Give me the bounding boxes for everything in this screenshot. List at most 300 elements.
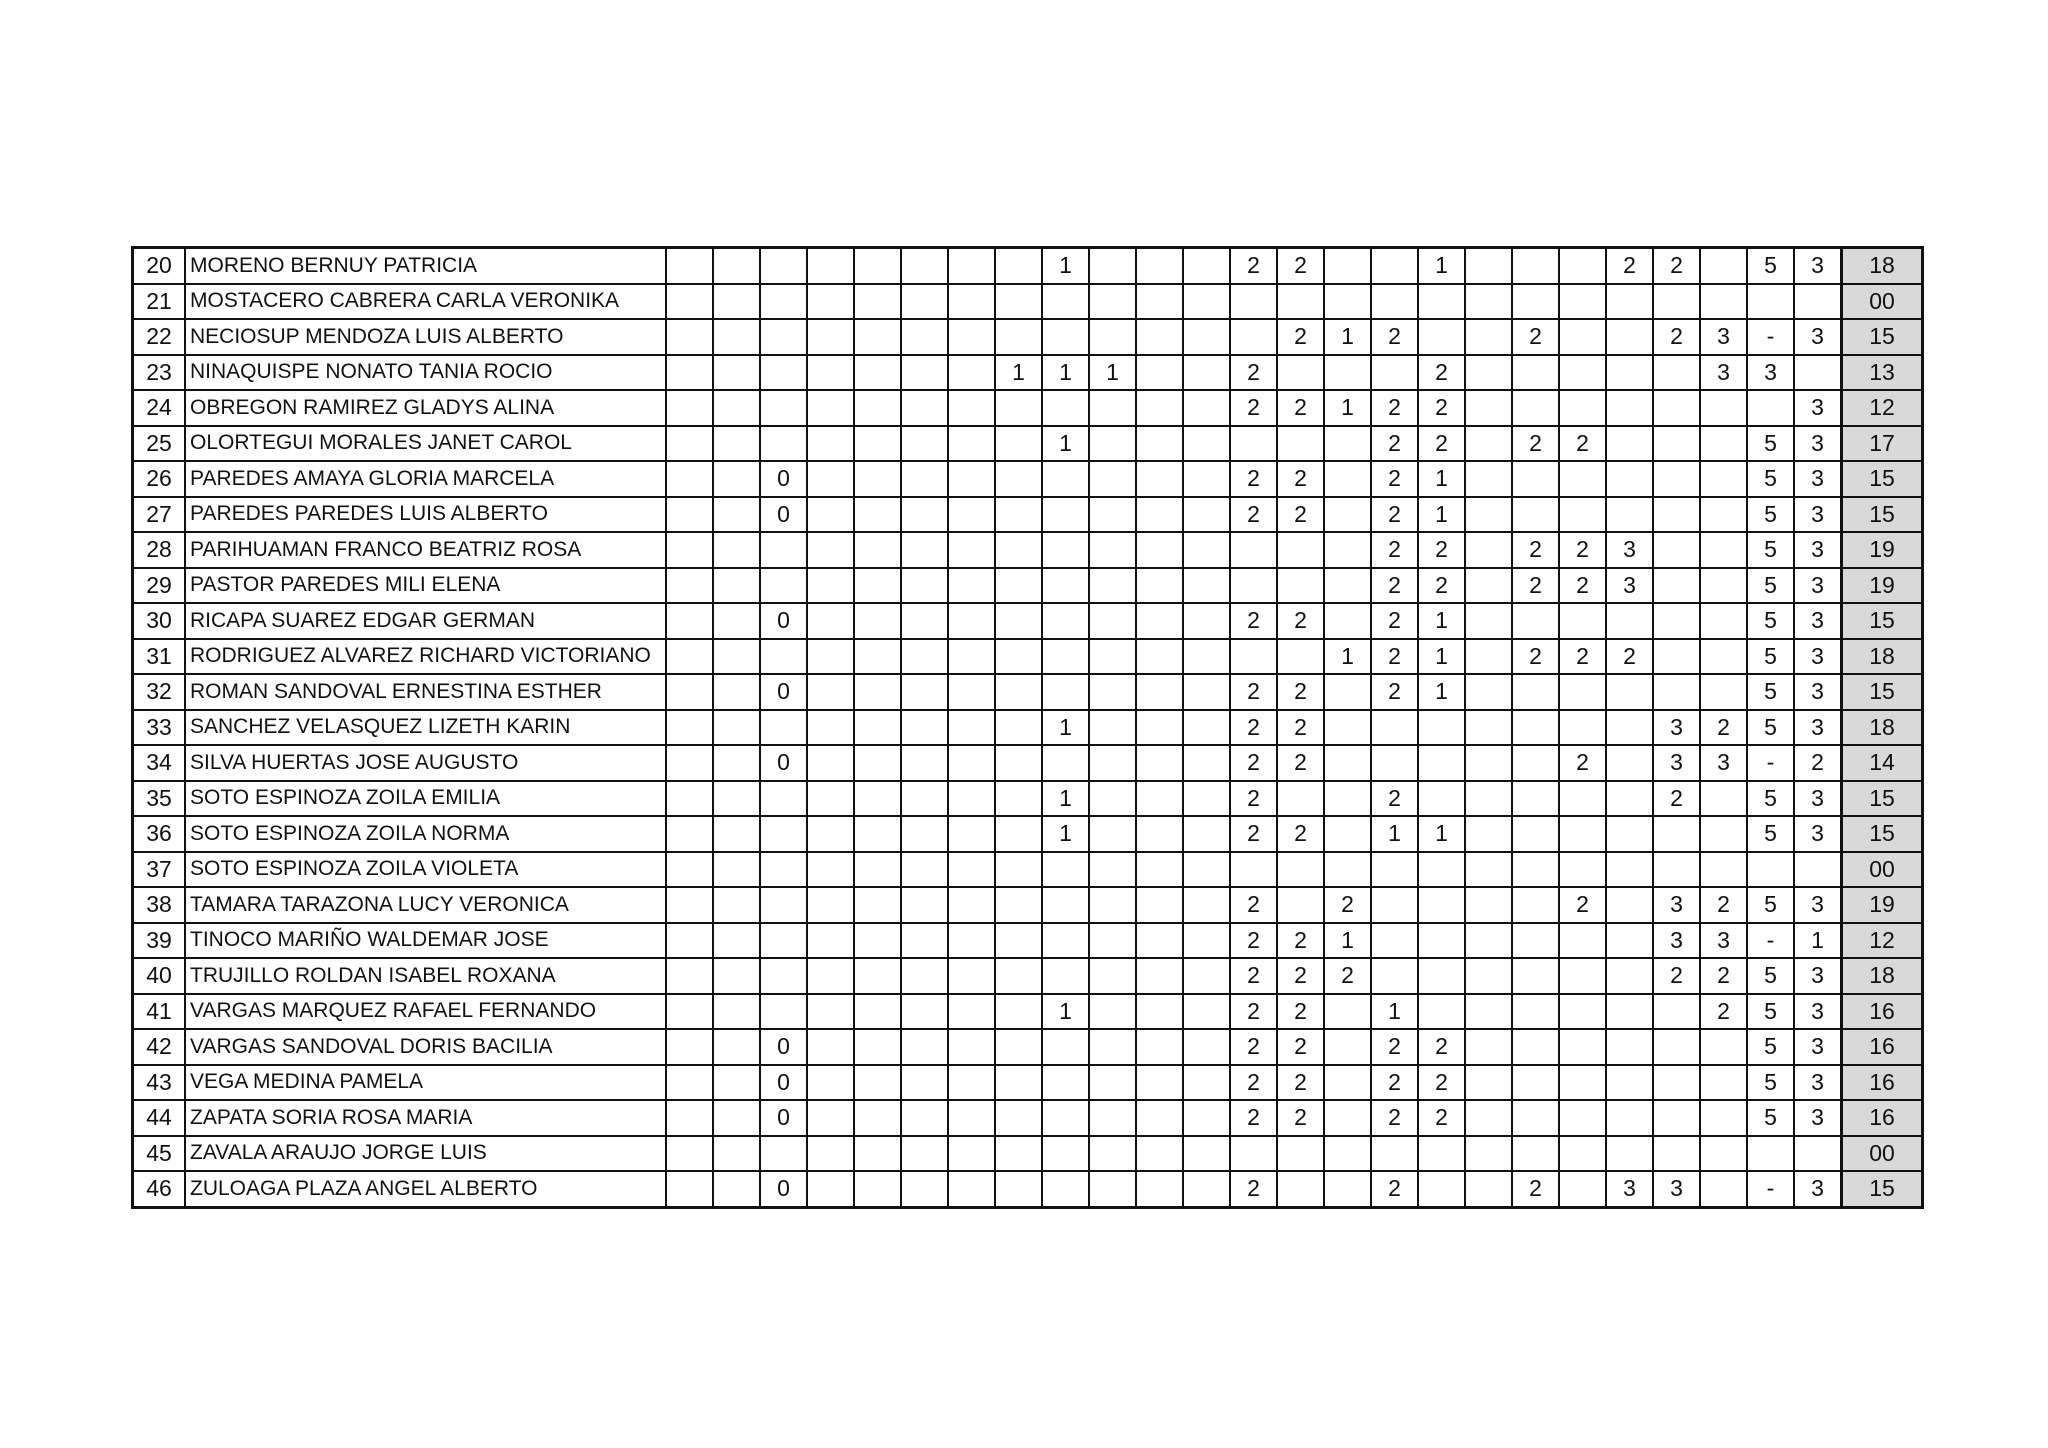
score-cell [854, 816, 901, 852]
student-name-cell: MOSTACERO CABRERA CARLA VERONIKA [185, 284, 666, 320]
score-cell [948, 887, 995, 923]
score-cell: 2 [1230, 1065, 1277, 1101]
score-cell [1183, 710, 1230, 746]
score-cell: 3 [1606, 532, 1653, 568]
score-cell: 2 [1230, 781, 1277, 817]
total-cell: 16 [1842, 1029, 1923, 1065]
score-cell [901, 1029, 948, 1065]
score-cell: 1 [1042, 710, 1089, 746]
total-cell: 00 [1842, 1136, 1923, 1172]
score-cell [760, 568, 807, 604]
score-cell [1183, 248, 1230, 284]
row-number-cell: 37 [133, 852, 186, 888]
score-cell [666, 355, 713, 391]
score-cell: 5 [1747, 674, 1794, 710]
score-cell [1465, 497, 1512, 533]
score-cell: 2 [1418, 355, 1465, 391]
score-cell [901, 426, 948, 462]
student-name-cell: TAMARA TARAZONA LUCY VERONICA [185, 887, 666, 923]
score-cell [1042, 887, 1089, 923]
score-cell: 3 [1606, 1171, 1653, 1207]
score-cell: 2 [1277, 319, 1324, 355]
score-cell [760, 710, 807, 746]
score-cell [995, 390, 1042, 426]
score-cell: 0 [760, 1029, 807, 1065]
row-number-cell: 42 [133, 1029, 186, 1065]
score-cell: 0 [760, 461, 807, 497]
score-cell [1136, 461, 1183, 497]
score-cell: 1 [1794, 923, 1842, 959]
score-cell [807, 923, 854, 959]
score-cell [995, 745, 1042, 781]
score-cell: 1 [1418, 248, 1465, 284]
score-cell [666, 284, 713, 320]
total-cell: 18 [1842, 710, 1923, 746]
score-cell [1136, 1136, 1183, 1172]
student-name-cell: ROMAN SANDOVAL ERNESTINA ESTHER [185, 674, 666, 710]
score-cell: 2 [1794, 745, 1842, 781]
score-cell: 2 [1418, 390, 1465, 426]
score-cell [901, 958, 948, 994]
score-cell [948, 603, 995, 639]
score-cell [1465, 958, 1512, 994]
total-cell: 15 [1842, 319, 1923, 355]
score-cell: 2 [1230, 461, 1277, 497]
score-cell: 5 [1747, 1029, 1794, 1065]
score-cell [1700, 497, 1747, 533]
score-cell [995, 319, 1042, 355]
score-cell [1512, 497, 1559, 533]
score-cell [901, 781, 948, 817]
score-cell [713, 532, 760, 568]
score-cell [1136, 1029, 1183, 1065]
score-cell [666, 497, 713, 533]
table-row [133, 532, 1923, 568]
score-cell [1089, 426, 1136, 462]
row-number-cell: 21 [133, 284, 186, 320]
score-cell [1653, 497, 1700, 533]
score-cell [1465, 710, 1512, 746]
score-cell: 3 [1653, 710, 1700, 746]
grades-table [131, 246, 1924, 1209]
score-cell [1183, 1065, 1230, 1101]
total-cell: 16 [1842, 994, 1923, 1030]
score-cell [1042, 1065, 1089, 1101]
table-row [133, 319, 1923, 355]
score-cell: 3 [1794, 603, 1842, 639]
score-cell [854, 674, 901, 710]
score-cell [995, 1065, 1042, 1101]
score-cell [854, 1065, 901, 1101]
score-cell [1606, 852, 1653, 888]
score-cell [1277, 284, 1324, 320]
score-cell: 0 [760, 745, 807, 781]
score-cell [1230, 639, 1277, 675]
score-cell [854, 319, 901, 355]
score-cell [995, 568, 1042, 604]
score-cell [1324, 1065, 1371, 1101]
score-cell [1653, 1100, 1700, 1136]
score-cell [901, 461, 948, 497]
score-cell: 2 [1230, 958, 1277, 994]
score-cell [666, 532, 713, 568]
score-cell [1136, 710, 1183, 746]
score-cell: 5 [1747, 710, 1794, 746]
row-number-cell: 45 [133, 1136, 186, 1172]
score-cell: 3 [1794, 994, 1842, 1030]
total-cell: 15 [1842, 1171, 1923, 1207]
score-cell [854, 994, 901, 1030]
score-cell [807, 319, 854, 355]
score-cell [760, 958, 807, 994]
score-cell [1465, 532, 1512, 568]
score-cell: 2 [1559, 745, 1606, 781]
score-cell [1700, 1100, 1747, 1136]
score-cell [1747, 284, 1794, 320]
score-cell [1089, 745, 1136, 781]
score-cell: - [1747, 319, 1794, 355]
score-cell [807, 639, 854, 675]
score-cell [1136, 994, 1183, 1030]
score-cell: 2 [1418, 568, 1465, 604]
student-name-cell: PARIHUAMAN FRANCO BEATRIZ ROSA [185, 532, 666, 568]
score-cell [1324, 284, 1371, 320]
score-cell [1700, 284, 1747, 320]
score-cell [713, 1065, 760, 1101]
score-cell [854, 1100, 901, 1136]
score-cell [666, 852, 713, 888]
score-cell [854, 710, 901, 746]
score-cell [1465, 603, 1512, 639]
score-cell [713, 1029, 760, 1065]
score-cell [948, 1100, 995, 1136]
score-cell [666, 1029, 713, 1065]
score-cell [1371, 923, 1418, 959]
score-cell [1136, 426, 1183, 462]
score-cell [1418, 1136, 1465, 1172]
score-cell [901, 816, 948, 852]
score-cell: 2 [1418, 1065, 1465, 1101]
score-cell [1089, 958, 1136, 994]
score-cell [995, 461, 1042, 497]
score-cell [713, 319, 760, 355]
score-cell [1700, 639, 1747, 675]
score-cell [1559, 461, 1606, 497]
score-cell [1653, 568, 1700, 604]
student-name-cell: TRUJILLO ROLDAN ISABEL ROXANA [185, 958, 666, 994]
score-cell [1653, 994, 1700, 1030]
score-cell: 0 [760, 497, 807, 533]
score-cell: 0 [760, 1065, 807, 1101]
total-cell: 18 [1842, 248, 1923, 284]
score-cell [1089, 248, 1136, 284]
score-cell [1606, 710, 1653, 746]
score-cell [1794, 284, 1842, 320]
score-cell [1136, 1065, 1183, 1101]
score-cell [1606, 816, 1653, 852]
total-cell: 15 [1842, 781, 1923, 817]
row-number-cell: 40 [133, 958, 186, 994]
score-cell: 3 [1794, 497, 1842, 533]
score-cell [948, 1136, 995, 1172]
table-row [133, 958, 1923, 994]
score-cell [1324, 816, 1371, 852]
score-cell [948, 994, 995, 1030]
score-cell [713, 248, 760, 284]
score-cell [807, 497, 854, 533]
table-row [133, 355, 1923, 391]
score-cell [901, 355, 948, 391]
score-cell [713, 958, 760, 994]
score-cell [1653, 532, 1700, 568]
score-cell [995, 1029, 1042, 1065]
score-cell [1183, 497, 1230, 533]
score-cell [1089, 568, 1136, 604]
score-cell [948, 710, 995, 746]
score-cell [1042, 603, 1089, 639]
student-name-cell: ZAVALA ARAUJO JORGE LUIS [185, 1136, 666, 1172]
score-cell: 2 [1277, 1065, 1324, 1101]
score-cell [854, 603, 901, 639]
score-cell [995, 532, 1042, 568]
score-cell [666, 710, 713, 746]
score-cell: 1 [1371, 994, 1418, 1030]
table-row [133, 248, 1923, 284]
row-number-cell: 25 [133, 426, 186, 462]
score-cell: 2 [1230, 745, 1277, 781]
score-cell [1183, 426, 1230, 462]
score-cell: 3 [1794, 674, 1842, 710]
score-cell [948, 497, 995, 533]
table-row [133, 497, 1923, 533]
score-cell: 2 [1418, 1100, 1465, 1136]
score-cell [1700, 852, 1747, 888]
score-cell [1700, 1136, 1747, 1172]
score-cell [1183, 923, 1230, 959]
table-row [133, 852, 1923, 888]
score-cell [1089, 319, 1136, 355]
score-cell [854, 958, 901, 994]
score-cell: 2 [1418, 426, 1465, 462]
score-cell [1183, 319, 1230, 355]
score-cell [948, 426, 995, 462]
score-cell [1700, 426, 1747, 462]
score-cell: 2 [1230, 923, 1277, 959]
score-cell [1136, 639, 1183, 675]
score-cell [713, 923, 760, 959]
score-cell [901, 532, 948, 568]
score-cell: 2 [1418, 532, 1465, 568]
score-cell [1230, 568, 1277, 604]
score-cell [1230, 426, 1277, 462]
score-cell: 1 [1324, 390, 1371, 426]
score-cell: 2 [1559, 426, 1606, 462]
score-cell [666, 603, 713, 639]
score-cell: 2 [1277, 461, 1324, 497]
score-cell [1042, 461, 1089, 497]
score-cell [1512, 852, 1559, 888]
score-cell [1512, 781, 1559, 817]
score-cell [807, 710, 854, 746]
score-cell [760, 319, 807, 355]
score-cell [1324, 461, 1371, 497]
score-cell [995, 1100, 1042, 1136]
score-cell [713, 1100, 760, 1136]
score-cell [948, 639, 995, 675]
score-cell: 5 [1747, 532, 1794, 568]
score-cell [760, 532, 807, 568]
score-cell: 2 [1559, 568, 1606, 604]
score-cell: 1 [1324, 923, 1371, 959]
score-cell [666, 674, 713, 710]
score-cell [1512, 710, 1559, 746]
score-cell: 2 [1700, 958, 1747, 994]
score-cell: 3 [1794, 1171, 1842, 1207]
table-row [133, 603, 1923, 639]
score-cell: 1 [1042, 816, 1089, 852]
student-name-cell: VARGAS SANDOVAL DORIS BACILIA [185, 1029, 666, 1065]
score-cell [901, 1171, 948, 1207]
score-cell [1324, 1100, 1371, 1136]
score-cell [1371, 887, 1418, 923]
score-cell [854, 1029, 901, 1065]
score-cell: 2 [1324, 887, 1371, 923]
score-cell [1136, 532, 1183, 568]
score-cell [1042, 674, 1089, 710]
score-cell: 3 [1794, 1029, 1842, 1065]
grades-table-body [133, 248, 1923, 1208]
total-cell: 00 [1842, 852, 1923, 888]
score-cell [1465, 639, 1512, 675]
score-cell [1700, 816, 1747, 852]
score-cell [713, 284, 760, 320]
score-cell [1089, 781, 1136, 817]
score-cell [1559, 816, 1606, 852]
score-cell [760, 390, 807, 426]
score-cell [1042, 532, 1089, 568]
score-cell [666, 958, 713, 994]
total-cell: 13 [1842, 355, 1923, 391]
score-cell [1512, 816, 1559, 852]
score-cell [948, 1171, 995, 1207]
score-cell [1183, 674, 1230, 710]
score-cell [1653, 1065, 1700, 1101]
score-cell [1183, 852, 1230, 888]
score-cell: 3 [1794, 568, 1842, 604]
score-cell [1606, 284, 1653, 320]
score-cell [1747, 852, 1794, 888]
score-cell: 1 [1418, 639, 1465, 675]
score-cell: 2 [1277, 958, 1324, 994]
score-cell [948, 390, 995, 426]
score-cell: - [1747, 923, 1794, 959]
row-number-cell: 23 [133, 355, 186, 391]
score-cell [1512, 390, 1559, 426]
score-cell [807, 1029, 854, 1065]
score-cell [713, 781, 760, 817]
student-name-cell: OBREGON RAMIREZ GLADYS ALINA [185, 390, 666, 426]
score-cell [1230, 319, 1277, 355]
score-cell [995, 710, 1042, 746]
total-cell: 14 [1842, 745, 1923, 781]
score-cell [760, 639, 807, 675]
score-cell [1042, 1029, 1089, 1065]
total-cell: 16 [1842, 1100, 1923, 1136]
score-cell [1089, 390, 1136, 426]
total-cell: 19 [1842, 532, 1923, 568]
score-cell [1371, 745, 1418, 781]
score-cell: 3 [1700, 355, 1747, 391]
score-cell: 2 [1700, 994, 1747, 1030]
score-cell: 2 [1277, 923, 1324, 959]
score-cell [1700, 390, 1747, 426]
score-cell: 2 [1512, 1171, 1559, 1207]
total-cell: 12 [1842, 390, 1923, 426]
score-cell: 2 [1230, 887, 1277, 923]
row-number-cell: 39 [133, 923, 186, 959]
score-cell [1183, 568, 1230, 604]
score-cell [1465, 319, 1512, 355]
table-row [133, 745, 1923, 781]
score-cell [1183, 461, 1230, 497]
total-cell: 18 [1842, 639, 1923, 675]
score-cell: 3 [1700, 923, 1747, 959]
score-cell [854, 639, 901, 675]
score-cell [948, 355, 995, 391]
score-cell: 1 [1324, 639, 1371, 675]
score-cell [1465, 923, 1512, 959]
score-cell [1465, 1171, 1512, 1207]
score-cell [807, 887, 854, 923]
score-cell [1653, 461, 1700, 497]
score-cell [1371, 852, 1418, 888]
score-cell [901, 248, 948, 284]
score-cell [1794, 1136, 1842, 1172]
score-cell [760, 284, 807, 320]
score-cell: 1 [1042, 426, 1089, 462]
score-cell [1700, 461, 1747, 497]
score-cell [1512, 248, 1559, 284]
score-cell [760, 887, 807, 923]
score-cell: 2 [1606, 639, 1653, 675]
score-cell [1042, 639, 1089, 675]
score-cell [1653, 603, 1700, 639]
score-cell [1559, 248, 1606, 284]
score-cell [1089, 923, 1136, 959]
score-cell [901, 639, 948, 675]
table-row [133, 816, 1923, 852]
score-cell: 5 [1747, 781, 1794, 817]
score-cell [1324, 426, 1371, 462]
student-name-cell: VARGAS MARQUEZ RAFAEL FERNANDO [185, 994, 666, 1030]
score-cell: 2 [1700, 887, 1747, 923]
score-cell [995, 639, 1042, 675]
score-cell [854, 1171, 901, 1207]
score-cell [807, 816, 854, 852]
table-row [133, 461, 1923, 497]
score-cell: 5 [1747, 426, 1794, 462]
student-name-cell: SOTO ESPINOZA ZOILA EMILIA [185, 781, 666, 817]
score-cell [901, 852, 948, 888]
score-cell [1512, 994, 1559, 1030]
score-cell [1324, 248, 1371, 284]
score-cell [1371, 248, 1418, 284]
row-number-cell: 22 [133, 319, 186, 355]
score-cell [1324, 1171, 1371, 1207]
score-cell [1465, 674, 1512, 710]
table-row [133, 923, 1923, 959]
score-cell [1324, 994, 1371, 1030]
